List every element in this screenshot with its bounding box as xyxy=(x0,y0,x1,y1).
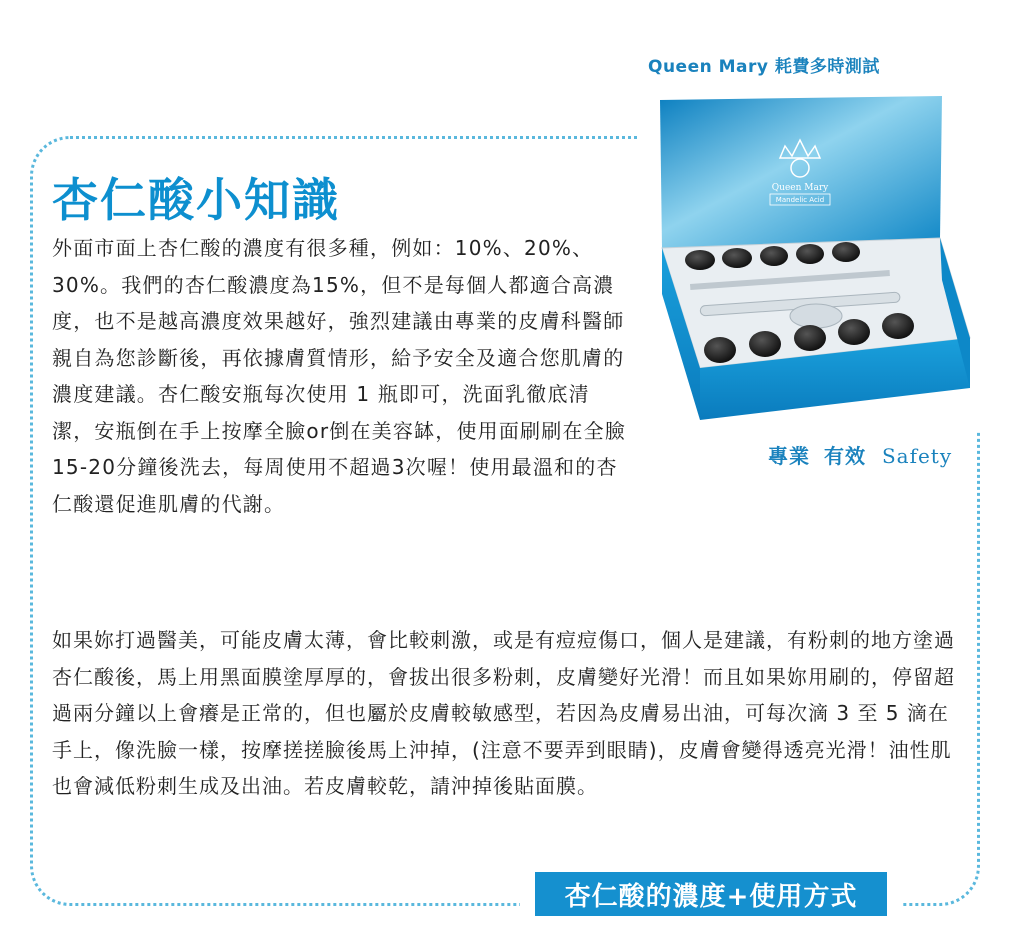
article-paragraph-1: 外面市面上杏仁酸的濃度有很多種，例如：10%、20%、30%。我們的杏仁酸濃度為15%，但不是每個人都適合高濃度，也不是越高濃度效果越好，強烈建議由專業的皮膚科醫師親自為您診斷後，再依據膚質情形，給予安全及適合您肌膚的濃度建議。杏仁酸安瓶每次使用 1 瓶即可，洗面乳徹底清潔，安瓶倒在手上按摩全臉or倒在美容缽，使用面刷刷在全臉15-20分鐘後洗去，每周使用不超過3次喔！使用最溫和的杏仁酸還促進肌膚的代謝。 xyxy=(52,236,627,516)
top-caption: Queen Mary 耗費多時測試 xyxy=(648,57,880,77)
article-title: 杏仁酸小知識 xyxy=(52,173,340,227)
usage-guide-button[interactable]: 杏仁酸的濃度+使用方式 xyxy=(535,872,887,916)
box-brand-text: Queen Mary xyxy=(771,183,829,193)
product-box-illustration xyxy=(640,88,980,432)
box-subbrand-text: Mandelic Acid xyxy=(775,196,825,204)
product-image xyxy=(640,88,980,432)
box-lid xyxy=(660,96,942,248)
product-tagline xyxy=(768,440,952,469)
tagline-safety: Safety xyxy=(881,444,953,468)
tagline-professional: 專業 xyxy=(768,444,810,468)
article-paragraph-2: 如果妳打過醫美，可能皮膚太薄，會比較刺激，或是有痘痘傷口，個人是建議，有粉刺的地方塗過杏仁酸後，馬上用黑面膜塗厚厚的，會拔出很多粉刺，皮膚變好光滑！而且如果妳用刷的，停留超過兩分鐘以上會癢是正常的，但也屬於皮膚較敏感型，若因為皮膚易出油，可每次滴 3 至 5 滴在手上，像洗臉一樣，按摩搓搓臉後馬上沖掉，(注意不要弄到眼睛)，皮膚會變得透亮光滑！油性肌也會減低粉刺生成及出油。若皮膚較乾，請沖掉後貼面膜。 xyxy=(52,628,955,799)
tagline-effective: 有效 xyxy=(823,444,866,468)
